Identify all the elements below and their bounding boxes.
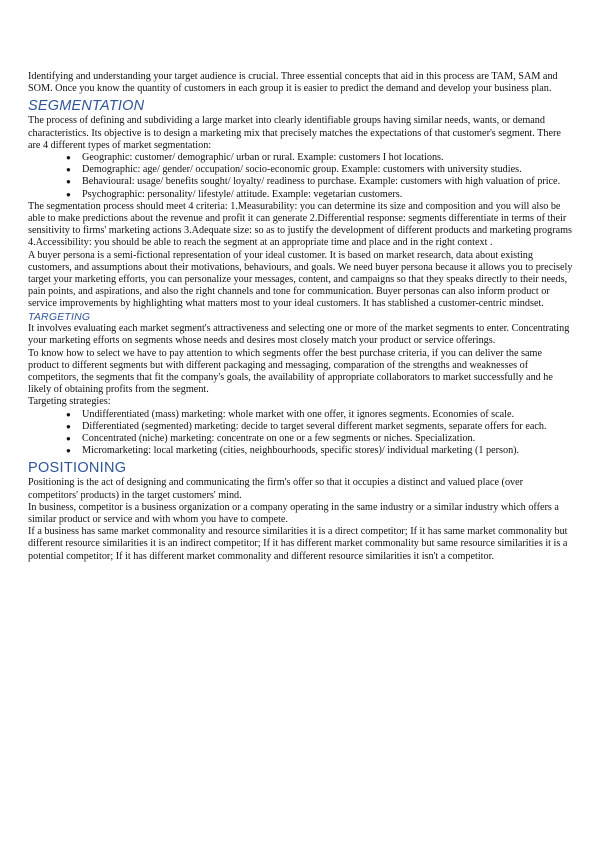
bullet-icon: ● — [66, 433, 71, 443]
list-item: ● Psychographic: personality/ lifestyle/ attitude. Example: vegetarian customers. — [66, 188, 403, 200]
bullet-icon: ● — [66, 446, 71, 456]
list-item: ● Micromarketing: local marketing (cities, neighbourhoods, specific stores)/ individual marketing (1 person). — [66, 445, 520, 457]
positioning-heading: POSITIONING — [28, 460, 127, 477]
competitor-definition: In business, competitor is a business organization or a company operating in the same industry or a similar industry which offers a similar product or service and with whom you have to compete. — [28, 501, 559, 525]
intro-paragraph: Identifying and understanding your target audience is crucial. Three essential concepts that aid in this process are TAM, SAM and SOM. Once you know the quantity of customers in each group it is easier to predict the demand and develop your business plan. — [28, 71, 558, 95]
list-item: ● Behavioural: usage/ benefits sought/ loyalty/ readiness to purchase. Example: customers with high valuation of price. — [66, 176, 561, 188]
list-item: ● Differentiated (segmented) marketing: decide to target several different market segments, separate offers for each. — [66, 420, 547, 432]
list-item: ● Geographic: customer/ demographic/ urban or rural. Example: customers I hot locations. — [66, 152, 444, 164]
buyer-persona-paragraph: A buyer persona is a semi-fictional representation of your ideal customer. It is based on market research, data about existing customers, and assumptions about their motivations, behaviours, and goals. We need buyer persona because it allows you to precisely target your marketing efforts, you can personalize your messages, content, and campaigns so that they speaks directly to their needs, pain points, and aspirations, and also the right channels and tone for communication. Buyer personas can also inform product or service improvements by highlighting what matters most to your ideal customers. It has stablished a customer-centric mindset. — [28, 249, 573, 310]
segmentation-types-list — [28, 152, 573, 201]
segmentation-definition: The process of defining and subdividing a large market into clearly identifiable groups having similar needs, wants, or demand characteristics. Its objective is to design a marketing mix that precisely matches the expectations of that customer's segment. There are 4 different types of market segmentation: — [28, 115, 561, 151]
targeting-heading: TARGETING — [28, 310, 91, 323]
targeting-selection: To know how to select we have to pay attention to which segments offer the best purchase criteria, if you can deliver the same product to different segments but with different packaging and messaging, comparation of the strengths and weaknesses of competitors, the segments that fit the company's goals, the availability of appropriate collaborators to market successfully and he likely of obtaining profits from the segment. — [28, 347, 553, 396]
bullet-icon: ● — [66, 165, 71, 175]
bullet-icon: ● — [66, 421, 71, 431]
bullet-icon: ● — [66, 153, 71, 163]
targeting-strategies-label: Targeting strategies: — [28, 396, 111, 408]
positioning-definition: Positioning is the act of designing and communicating the firm's offer so that it occupies a distinct and valued place (over competitors' products) in the target customers' mind. — [28, 477, 524, 501]
targeting-strategies-list — [28, 409, 573, 458]
list-item: ● Concentrated (niche) marketing: concentrate on one or a few segments or niches. Specialization. — [66, 432, 476, 444]
bullet-icon: ● — [66, 409, 71, 419]
competitor-types: If a business has same market commonality and resource similarities it is a direct competitor; If it has same market commonality but different resource similarities it is an indirect competitor; If it has different market commonality but same resource similarities it is a potential competitor; If it has different market commonality and different resource similarities it isn't a competitor. — [28, 526, 568, 562]
segmentation-heading: SEGMENTATION — [28, 98, 145, 115]
bullet-icon: ● — [66, 189, 71, 199]
targeting-definition: It involves evaluating each market segment's attractiveness and selecting one or more of the market segments to enter. Concentrating your marketing efforts on segments whose needs and desires most closely match your product or service offerings. — [28, 323, 570, 347]
list-item: ● Demographic: age/ gender/ occupation/ socio-economic group. Example: customers with university studies. — [66, 164, 522, 176]
bullet-icon: ● — [66, 177, 71, 187]
segmentation-criteria: The segmentation process should meet 4 criteria: 1.Measurability: you can determine its size and composition and you will also be able to make predictions about the revenue and profit it can generate 2.Differential response: segments differentiate in terms of their sensitivity to firms' marketing actions 3.Adequate size: so as to justify the development of different products and marketing programs 4.Accessibility: you should be able to reach the segment at an appropriate time and place and in the right context . — [28, 200, 573, 249]
list-item: ● Undifferentiated (mass) marketing: whole market with one offer, it ignores segments. Economies of scale. — [66, 408, 515, 420]
